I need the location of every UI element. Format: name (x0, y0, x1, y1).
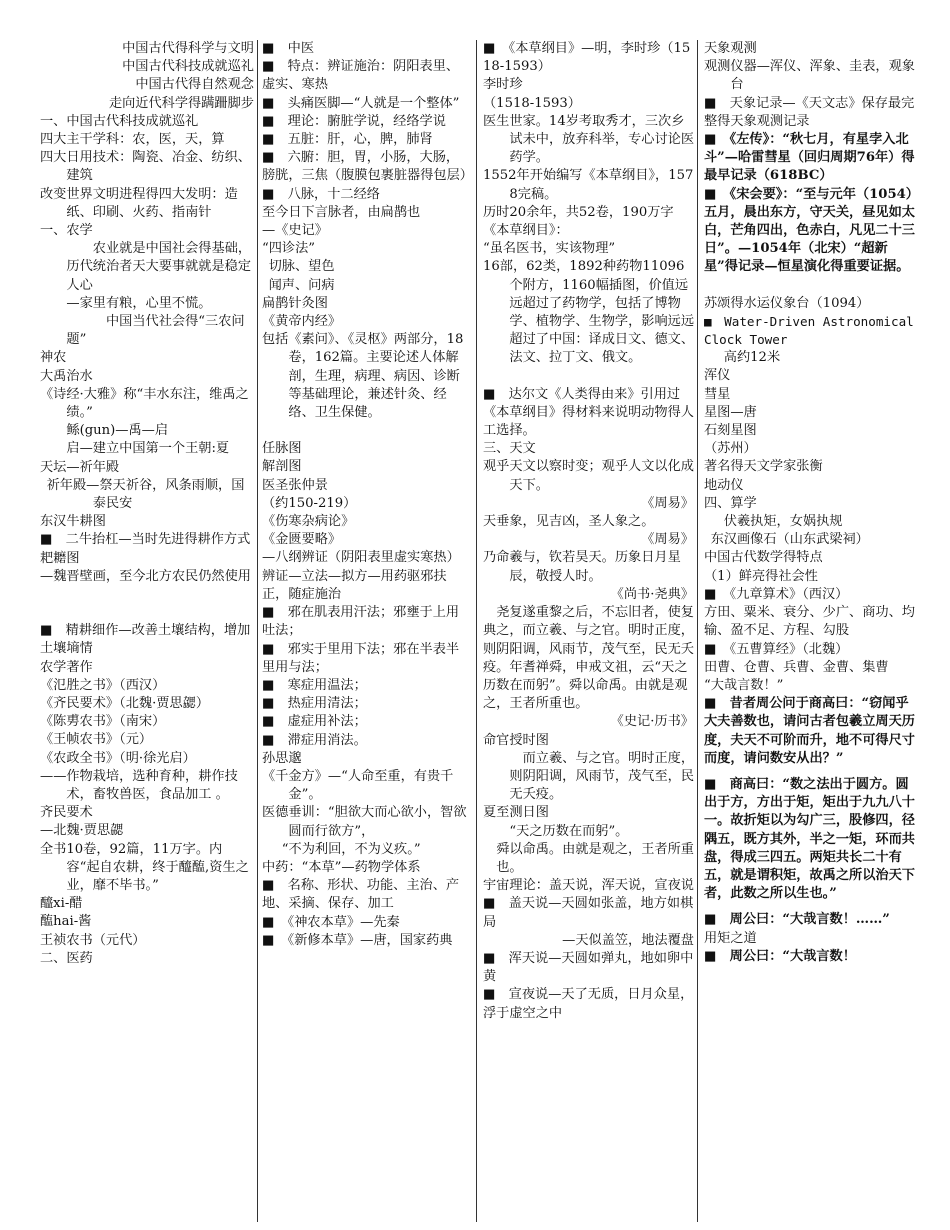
text-line: —魏晋壁画，至今北方农民仍然使用 (40, 568, 251, 584)
text-line: 东汉画像石（山东武梁祠） (710, 532, 869, 548)
text-line: 夏至测日图 (483, 805, 549, 821)
text-line: 醢hai-酱 (40, 914, 92, 930)
bullet-item: ■ 邪实于里用下法；邪在半表半里用与法； (262, 641, 460, 675)
text-line: 浑仪 (704, 368, 731, 384)
quote-line: “大哉言数！” (704, 677, 784, 693)
text-line: 地动仪 (704, 477, 744, 493)
text-line: 中药：“本草”—药物学体系 (262, 859, 421, 875)
text-line: 用矩之道 (704, 930, 757, 946)
text-line: 《陈旉农书》（南宋） (40, 714, 166, 730)
bullet-item: ■ 浑天说—天圆如弹丸，地如卵中黄 (483, 950, 694, 985)
column-divider (697, 40, 698, 1222)
bullet-item: ■ 昔者周公问于商高曰：“窃闻乎大夫善数也，请问古者包羲立周天历度，夫天不可阶而升，地不可得尺寸而度，请问数安从出？” (704, 696, 915, 766)
bullet-item: ■ 达尔文《人类得由来》引用过《本草纲目》得材料来说明动物得人工选择。 (483, 386, 694, 439)
bullet-item: ■ 《五曹算经》（北魏） (704, 641, 849, 657)
text-line: 命官授时图 (483, 732, 549, 748)
text-line: 舜以命禹。由就是观之，王者所重也。 (496, 841, 694, 875)
paragraph: 16部，62类，1892种药物11096个附方，1160幅插图，价值远远超过了药物学，包括了博物学、植物学、生物学，影响远远超过了中国：译成日文、德文、法文、拉丁文、俄文。 (483, 259, 695, 366)
text-line: 历时20余年，共52卷，190万字 (483, 204, 674, 220)
text-line: 石刻星图 (704, 423, 757, 439)
bullet-item: ■ 《左传》：“秋七月，有星孛入北斗”—哈雷彗星（回归周期76年）得最早记录（618BC） (704, 132, 915, 184)
bullet-item: ■ 滞症用消法。 (262, 732, 367, 748)
bullet-item: ■ 天象记录—《天文志》保存最完整得天象观测记录 (704, 95, 915, 129)
text-line: 宇宙理论：盖天说，浑天说，宣夜说 (483, 878, 694, 894)
text-line: 解剖图 (262, 459, 302, 475)
text-line: 天象观测 (704, 41, 757, 56)
text-line: 《黄帝内经》 (262, 314, 342, 330)
bullet-item: ■ 五脏：肝，心，脾，肺肾 (262, 132, 433, 148)
bullet-item: ■ 《本草纲目》—明，李时珍（1518-1593） (483, 41, 691, 75)
text-line: 李时珍 (483, 77, 523, 93)
text-line: 切脉、望色 (268, 259, 335, 275)
bullet-item: ■ 热症用清法； (262, 696, 367, 712)
bullet-item: ■ 周公曰：“大哉言数！ (704, 948, 856, 964)
column-divider (257, 40, 258, 1222)
bullet-item: ■ 八脉，十二经络 (262, 186, 380, 202)
bullet-item: ■ Water-Driven Astronomical Clock Tower (704, 313, 922, 348)
text-line: 高约12米 (723, 350, 781, 366)
paragraph: 包括《素问》、《灵枢》两部分，18卷，162篇。主要论述人体解剖，生理，病理、病因、诊断等基础理论，兼述针灸、经络、卫生保健。 (262, 332, 464, 421)
bullet-item: ■ 精耕细作—改善土壤结构，增加土壤墒情 (40, 623, 251, 657)
text-line: 中国当代社会得“三农问题” (66, 314, 245, 348)
text-line: 伏羲执矩，女娲执规 (723, 514, 843, 530)
text-line: 《金匮要略》 (262, 532, 342, 548)
paragraph: 医生世家。14岁考取秀才，三次乡试未中，放弃科举，专心讨论医药学。 (483, 113, 695, 166)
text-line: 《千金方》—“人命至重，有贵千金”。 (262, 768, 454, 803)
text-line: 《齐民要术》（北魏·贾思勰） (40, 695, 210, 711)
paragraph: 尧复遂重黎之后，不忘旧者，使复典之，而立羲、与之官。明时正度，则阴阳调，风雨节，茂气至，民无夭疫。年耆禅舜，申戒文祖，云“天之历数在而躬”。舜以命禹。由就是观之，王者所重也。 (483, 605, 694, 712)
text-line: 医圣张仲景 (262, 477, 328, 493)
column-2 (262, 40, 473, 1222)
quote-line: “虽名医书，实该物理” (483, 241, 616, 257)
bullet-item: ■ 《神农本草》—先秦 (262, 914, 400, 930)
section-heading: 一、中国古代科技成就巡礼 (40, 113, 199, 129)
text-line: 《农政全书》（明·徐光启） (40, 750, 196, 766)
text-line: （约150-219） (262, 495, 357, 511)
text-line: 扁鹊针灸图 (262, 295, 328, 311)
citation: 《周易》 (641, 532, 694, 548)
bullet-item: ■ 周公曰：“大哉言数！……” (704, 912, 890, 928)
column-divider (476, 40, 477, 1222)
text-line: ——作物栽培，选种育种，耕作技术，畜牧兽医，食品加工 。 (40, 768, 238, 802)
text-line: 《氾胜之书》（西汉） (40, 677, 166, 693)
bullet-item: ■ 《新修本草》—唐，国家药典 (262, 932, 453, 948)
text-line: —北魏·贾思勰 (40, 823, 124, 839)
text-line: 全书10卷，92篇，11万字。内容“起自农耕，终于醯醢,资生之业，靡不毕书。” (40, 841, 249, 893)
column-3 (483, 40, 694, 1222)
text-line: 四大日用技术：陶瓷、冶金、纺织、建筑 (40, 150, 251, 184)
quote-line: 《诗经·大雅》称“丰水东注，维禹之绩。” (40, 386, 249, 421)
text-line: 田曹、仓曹、兵曹、金曹、集曹 (704, 659, 889, 675)
text-line: 大禹治水 (40, 368, 93, 384)
bullet-item: ■ 邪在肌表用汗法；邪壅于上用吐法； (262, 605, 460, 639)
text-line: 著名得天文学家张衡 (704, 459, 823, 475)
text-line: —《史记》 (262, 223, 328, 239)
quote-line: “天之历数在而躬”。 (509, 823, 629, 839)
text-line: 彗星 (704, 386, 731, 402)
text-line: 《伤寒杂病论》 (262, 514, 355, 530)
text-line: 醯xi-醋 (40, 896, 83, 912)
text-line: 观测仪器—浑仪、浑象、圭表，观象台 (704, 59, 915, 93)
text-line: 闻声、问病 (268, 277, 335, 293)
text-line: （苏州） (704, 441, 757, 457)
quote-line: 医德垂训：“胆欲大而心欲小，智欲圆而行欲方”， (262, 805, 467, 839)
text-line: 启—建立中国第一个王朝:夏 (66, 441, 230, 457)
bullet-item: ■ 头痛医脚—“人就是一个整体” (262, 95, 460, 111)
text-line: 四大主干学科：农，医，天，算 (40, 132, 225, 148)
text-line: 辨证—立法—拟方—用药驱邪扶正，随症施治 (262, 568, 447, 602)
text-line: 王祯农书（元代） (40, 932, 146, 948)
bullet-item: ■ 二牛抬杠—当时先进得耕作方式 (40, 532, 251, 548)
column-4 (704, 40, 922, 1222)
text-line: 《本草纲目》： (483, 223, 569, 239)
section-heading: 四、算学 (704, 495, 757, 511)
bullet-item: ■ 宣夜说—天了无质，日月众星，浮于虚空之中 (483, 987, 694, 1021)
text-line: 神农 (40, 350, 67, 366)
section-heading: 三、天文 (483, 441, 536, 457)
text-line: 苏颂得水运仪象台（1094） (704, 295, 870, 311)
outline-item: 走向近代科学得蹒跚脚步 (108, 95, 254, 111)
outline-item: 中国古代科技成就巡礼 (122, 59, 254, 75)
text-line: 1552年开始编写《本草纲目》，1578完稿。 (483, 168, 694, 202)
text-line: 鲧(gun)—禹—启 (66, 423, 169, 439)
text-line: 《王帧农书》（元） (40, 732, 153, 748)
bullet-item: ■ 名称、形状、功能、主治、产地、采摘、保存、加工 (262, 878, 460, 912)
column-1 (40, 40, 254, 1222)
paragraph: 而立羲、与之官。明时正度，则阴阳调，风雨节，茂气至，民无夭疫。 (509, 750, 695, 803)
bullet-item: ■ 虚症用补法； (262, 714, 367, 730)
text-line: 星图—唐 (704, 404, 757, 420)
bullet-item: ■ 商高曰：“数之法出于圆方。圆出于方，方出于矩，矩出于九九八十一。故折矩以为勾广三，股修四，径隅五，既方其外，半之一矩，环而共盘，得成三四五。两矩共长二十有五，就是谓积矩，故禹之所以治天下者，此数之所以生也。” (704, 776, 915, 902)
bullet-item: ■ 盖天说—天圆如张盖，地方如棋局 (483, 896, 694, 930)
text-line: 中国古代数学得特点 (704, 550, 823, 566)
text-line: （1518-1593） (483, 95, 581, 111)
text-line: 任脉图 (262, 441, 302, 457)
bullet-item: ■ 《宋会要》：“至与元年（1054）五月，晨出东方，守天关，昼见如太白，芒角四出，色赤白，凡见二十三日”。—1054年（北宋）“超新星”得记录—恒星演化得重要证据。 (704, 186, 915, 275)
text-line: 齐民要术 (40, 805, 93, 821)
text-line: 东汉牛耕图 (40, 514, 106, 530)
text-line: 天坛—祈年殿 (40, 459, 120, 475)
text-line: 至今日下言脉者，由扁鹊也 (262, 204, 421, 220)
text-line: 农学著作 (40, 659, 93, 675)
quote-line: “不为利回，不为义疚。” (281, 841, 421, 857)
outline-title: 中国古代得科学与文明 (122, 41, 254, 56)
text-line: 孙思邈 (262, 750, 302, 766)
text-line: —家里有粮，心里不慌。 (66, 295, 212, 311)
text-line: 方田、粟米、衰分、少广、商功、均输、盈不足、方程、勾股 (704, 605, 915, 639)
quote-line: 乃命羲与，钦若昊天。历象日月星辰，敬授人时。 (483, 550, 681, 584)
bullet-item: ■ 中医 (262, 41, 315, 56)
section-heading: 一、农学 (40, 223, 93, 239)
text-line: 祈年殿—祭天祈谷，风条雨顺，国泰民安 (46, 477, 245, 512)
text-line: —八纲辨证（阴阳表里虚实寒热） (262, 550, 460, 566)
citation: 《史记·历书》 (610, 714, 694, 730)
bullet-item: ■ 寒症用温法； (262, 677, 367, 693)
text-line: （1）鲜亮得社会性 (704, 568, 818, 584)
outline-item: 中国古代得自然观念 (135, 77, 254, 93)
paragraph: 农业就是中国社会得基础，历代统治者天大要事就就是稳定人心 (66, 241, 252, 293)
quote-line: 天垂象，见吉凶，圣人象之。 (483, 514, 655, 530)
text-line: “四诊法” (262, 241, 316, 257)
text-line: 耙耱图 (40, 550, 80, 566)
citation: 《尚书·尧典》 (610, 586, 694, 602)
text-line: 改变世界文明进程得四大发明：造纸、印刷、火药、指南针 (40, 186, 238, 220)
bullet-item: ■ 《九章算术》（西汉） (704, 586, 849, 602)
citation: 《周易》 (641, 495, 694, 511)
quote-line: 观乎天文以察时变；观乎人文以化成天下。 (483, 459, 694, 493)
bullet-item: ■ 特点：辨证施治：阴阳表里、虚实、寒热 (262, 59, 460, 93)
bullet-item: ■ 六腑：胆，胃，小肠，大肠，膀胱，三焦（腹膜包裹脏器得包层） (262, 150, 473, 184)
bullet-item: ■ 理论：腑脏学说，经络学说 (262, 113, 446, 129)
text-line: —天似盖笠，地法覆盘 (562, 932, 694, 948)
section-heading: 二、医药 (40, 950, 93, 966)
